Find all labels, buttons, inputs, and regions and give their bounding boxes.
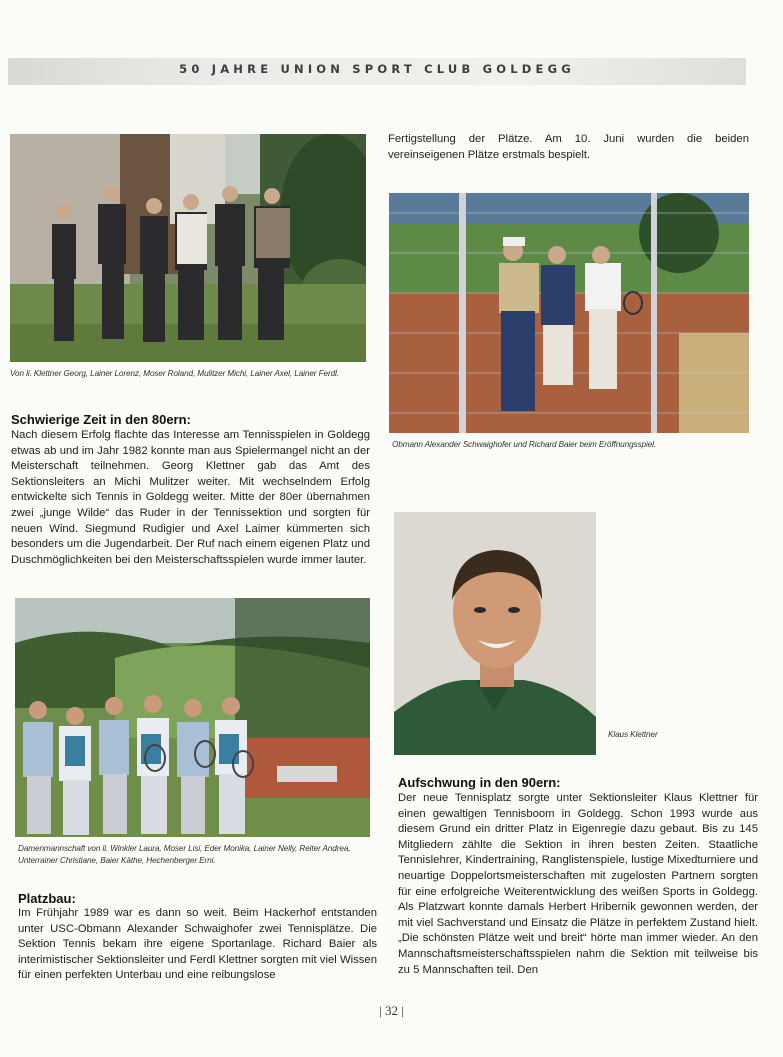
- women-team-photo: [15, 598, 370, 837]
- upswing-90s-text: Der neue Tennisplatz sorgte unter Sektionsleiter Klaus Klettner für einen gewaltigen Tennisboom in Goldegg. Schon 1993 wurde aus diesem Grund ein dritter Platz in Eigenregie dazu gebaut. Bis zu 145 Mitgliedern zählte die Sektion in ihren besten Zeiten. Staatliche Tennislehrer, Kindertraining, Ranglistenspiele, lustige Mixedturniere und neuartige Doppelortsmeisterschaften mit zugelosten Partnern sorgten für eine erfolgreiche Weiterentwicklung des weißen Sports in Goldegg. Als Platzwart konnte damals Herbert Hribernik gewonnen werden, der mit viel Sachverstand und Einsatz die Plätze in perfektem Zustand hielt. „Die schönsten Plätze weit und breit“ hörte man immer wieder. An den Mannschaftsmeisterschaftsspielen nahm die Sektion mit teilweise bis zu 5 Mannschaften teil. Den: [398, 792, 758, 976]
- opening-match-caption: Obmann Alexander Schwaighofer und Richard Baier beim Eröffnungsspiel.: [392, 440, 657, 449]
- women-team-caption: Damenmannschaft von li. Winkler Laura, Moser Lisi, Eder Monika, Lainer Nelly, Reiter Andrea, Unterrainer Christiane, Baier Käthe, Hechenberger Erni.: [18, 844, 351, 865]
- upswing-90s-heading: Aufschwung in den 90ern:: [398, 775, 561, 790]
- intro-continuation-text: Fertigstellung der Plätze. Am 10. Juni wurden die beiden vereinseigenen Plätze erstmals bespielt.: [388, 133, 749, 161]
- court-construction-heading: Platzbau:: [18, 891, 76, 906]
- group-men-caption: Von li. Klettner Georg, Lainer Lorenz, Moser Roland, Mulitzer Michi, Lainer Axel, Lainer Ferdl.: [10, 369, 339, 378]
- portrait-photo: [394, 512, 596, 755]
- difficult-times-text: Nach diesem Erfolg flachte das Interesse am Tennisspielen in Goldegg etwas ab und im Jahr 1982 konnte man aus Spielermangel nicht an der Meisterschaft teilnehmen. Georg Klettner gab das Amt des Sektionsleiters an Michi Mulitzer weiter. Mit wechselndem Erfolg entwickelte sich Tennis in Goldegg weiter. Mitte der 80er übernahmen zwei „junge Wilde“ das Ruder in der Tennissektion und sorgten für neuen Wind. Siegmund Rudigier und Axel Laimer kümmerten sich besonders um die Jugendarbeit. Der Ruf nach einem eigenen Platz und Duschmöglichkeiten bei den Meisterschaftsspielen wurde immer lauter.: [11, 429, 370, 566]
- page-header-title: 50 JAHRE UNION SPORT CLUB GOLDEGG: [179, 62, 575, 76]
- page-number: | 32 |: [379, 1003, 404, 1018]
- difficult-times-heading: Schwierige Zeit in den 80ern:: [11, 412, 191, 427]
- portrait-caption: Klaus Klettner: [608, 730, 658, 739]
- group-men-photo: [10, 134, 366, 362]
- opening-match-photo: [389, 193, 749, 433]
- court-construction-text: Im Frühjahr 1989 war es dann so weit. Beim Hackerhof entstanden unter USC-Obmann Alexander Schwaighofer zwei Tennisplätze. Die Sektion Tennis bekam ihre eigene Sportanlage. Richard Baier als interimistischer Sektionsleiter und Ferdl Klettner sorgten mit viel Wissen für einen perfekten Unterbau und eine reibungslose: [18, 907, 377, 982]
